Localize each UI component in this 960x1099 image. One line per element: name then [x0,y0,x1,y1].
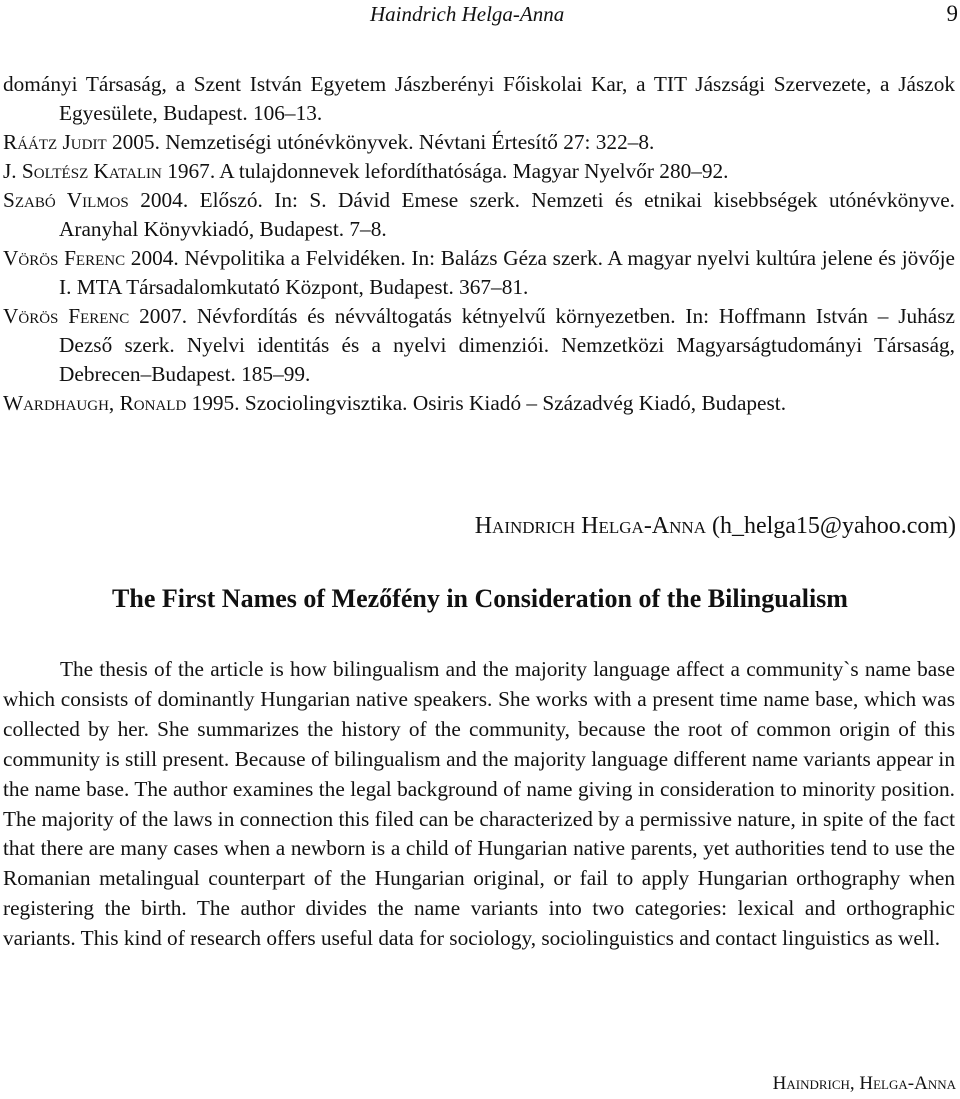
reference-list [3,70,955,418]
reference-entry [3,128,955,157]
reference-text: 2004. Előszó. In: S. Dávid Emese szerk. Nemzeti és etnikai kisebbségek utónévkönyve. Aranyhal Könyvkiadó, Budapest. 7–8. [59,188,955,241]
reference-entry [3,302,955,389]
reference-author: Vörös Ferenc [3,246,126,270]
reference-entry [3,244,955,302]
article-title: The First Names of Mezőfény in Consideration of the Bilingualism [112,584,848,613]
page-number: 9 [946,1,958,26]
reference-entry [3,70,955,128]
running-head [0,2,960,30]
reference-author: Ráátz Judit [3,130,107,154]
author-signature: Haindrich, Helga-Anna [772,1073,956,1094]
reference-author: Vörös Ferenc [3,304,130,328]
reference-text: dományi Társaság, a Szent István Egyetem Jászberényi Főiskolai Kar, a TIT Jászsági Szervezete, a Jászok Egyesülete, Budapest. 106–13. [3,72,955,125]
contact-name: Haindrich Helga-Anna [474,513,706,539]
reference-entry [3,186,955,244]
reference-text: 2007. Névfordítás és névváltogatás kétnyelvű környezetben. In: Hoffmann István – Juhász Dezső szerk. Nyelvi identitás és a nyelvi dimenziói. Nemzetközi Magyarságtudományi Társaság, Debrecen–Budapest. 185–99. [59,304,956,386]
running-head-author: Haindrich Helga-Anna [370,2,565,26]
reference-entry [3,389,955,418]
reference-text: 1967. A tulajdonnevek lefordíthatósága. Magyar Nyelvőr 280–92. [167,159,729,183]
reference-author: Wardhaugh, Ronald [3,391,187,415]
reference-author: Szabó Vilmos [3,188,129,212]
contact-email: (h_helga15@yahoo.com) [711,513,956,539]
author-contact [475,513,956,540]
reference-entry [3,157,955,186]
reference-text: 2005. Nemzetiségi utónévkönyvek. Névtani Értesítő 27: 322–8. [111,130,655,154]
reference-text: 1995. Szociolingvisztika. Osiris Kiadó – Századvég Kiadó, Budapest. [191,391,787,415]
reference-text: 2004. Névpolitika a Felvidéken. In: Balázs Géza szerk. A magyar nyelvi kultúra jelene és jövője I. MTA Társadalomkutató Központ, Budapest. 367–81. [59,246,955,299]
reference-author: J. Soltész Katalin [3,159,162,183]
abstract-paragraph: The thesis of the article is how bilingualism and the majority language affect a community`s name base which consists of dominantly Hungarian native speakers. She works with a present time name base, which was collected by her. She summarizes the history of the community, because the root of common origin of this community is still present. Because of bilingualism and the majority language different name variants appear in the name base. The author examines the legal background of name giving in consideration to minority position. The majority of the laws in connection this filed can be characterized by a permissive nature, in spite of the fact that there are many cases when a newborn is a child of Hungarian native parents, yet authorities tend to use the Romanian metalingual counterpart of the Hungarian original, or fail to apply Hungarian orthography when registering the birth. The author divides the name variants into two categories: lexical and orthographic variants. This kind of research offers useful data for sociology, sociolinguistics and contact linguistics as well. [3,657,955,951]
